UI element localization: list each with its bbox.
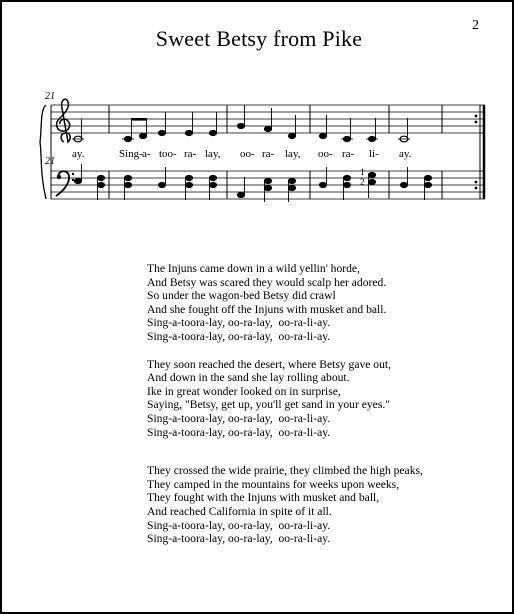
note [185, 175, 192, 180]
verse-line: Sing-a-toora-lay, oo-ra-lay, oo-ra-li-ay. [147, 518, 331, 532]
verse-line: And Betsy was scared they would scalp her adored. [147, 275, 387, 289]
note [400, 182, 407, 187]
verse-3 [147, 464, 423, 546]
lyric-syllable: ay. [399, 148, 412, 160]
verse-line: And she fought off the Injuns with musket and ball. [147, 302, 387, 316]
system-brace [40, 105, 46, 199]
music-score [2, 2, 512, 222]
note [97, 182, 104, 187]
note [158, 130, 165, 135]
note [288, 178, 295, 183]
note [343, 175, 350, 180]
note [74, 178, 81, 183]
note [158, 182, 165, 187]
note [237, 123, 244, 128]
note [343, 182, 350, 187]
lyric-syllable: oo- [240, 148, 255, 160]
verse-line: Sing-a-toora-lay, oo-ra-lay, oo-ra-li-ay. [147, 329, 331, 343]
measure-number-treble: 21 [45, 91, 55, 102]
song-title: Sweet Betsy from Pike [155, 26, 363, 51]
verse-line: They crossed the wide prairie, they climbed the high peaks, [147, 464, 423, 478]
note [319, 182, 326, 187]
note [424, 182, 431, 187]
note [209, 130, 216, 135]
note [209, 182, 216, 187]
verse-1 [147, 262, 423, 344]
lyrics-verses [147, 262, 423, 546]
note [264, 178, 271, 183]
verse-line: Sing-a-toora-lay, oo-ra-lay, oo-ra-li-ay. [147, 425, 331, 439]
verse-line: So under the wagon-bed Betsy did crawl [147, 289, 336, 303]
lyric-syllable: li- [369, 148, 379, 160]
note [424, 175, 431, 180]
note [124, 182, 131, 187]
note [319, 133, 326, 138]
fingering-number: 2 [360, 177, 365, 187]
verse-line: The Injuns came down in a wild yellin' horde, [147, 262, 360, 275]
fingering-number: 1 [360, 167, 365, 177]
lyric-syllable: lay, [205, 148, 221, 160]
verse-line: Saying, "Betsy, get up, you'll get sand in your eyes." [147, 398, 390, 412]
lyric-syllable: lay, [285, 148, 301, 160]
lyric-syllable: oo- [318, 148, 333, 160]
treble-clef-icon [57, 99, 71, 142]
verse-line: Sing-a-toora-lay, oo-ra-lay, oo-ra-li-ay. [147, 316, 331, 330]
measure-number-bass: 21 [45, 156, 55, 167]
note [288, 133, 295, 138]
lyric-syllable: Sing- [119, 148, 143, 160]
bass-notes [74, 164, 431, 202]
lyric-syllable: ra- [184, 148, 197, 160]
lyrics-line [72, 148, 412, 160]
note [368, 172, 375, 177]
note [368, 179, 375, 184]
note [209, 175, 216, 180]
note [264, 185, 271, 190]
page-number: 2 [472, 18, 479, 33]
verse-line: They soon reached the desert, where Betsy gave out, [147, 357, 392, 371]
note [264, 126, 271, 131]
verse-line: And reached California in spite of it all. [147, 504, 332, 518]
verse-line: Ike in great wonder looked on in surprise, [147, 384, 341, 398]
lyric-syllable: a- [142, 148, 151, 160]
verse-line: They fought with the Injuns with musket and ball, [147, 491, 380, 505]
verse-line: They camped in the mountains for weeks upon weeks, [147, 477, 400, 491]
treble-notes [72, 105, 410, 142]
note [288, 185, 295, 190]
note [237, 192, 244, 197]
lyric-syllable: too- [159, 148, 177, 160]
verse-line: And down in the sand she lay rolling about. [147, 371, 350, 385]
lyric-syllable: ra- [342, 148, 355, 160]
note [139, 133, 146, 138]
verse-line: Sing-a-toora-lay, oo-ra-lay, oo-ra-li-ay. [147, 532, 331, 546]
note [124, 175, 131, 180]
note [185, 130, 192, 135]
note [185, 182, 192, 187]
lyric-syllable: ra- [262, 148, 275, 160]
lyric-syllable: ay. [72, 148, 85, 160]
note [97, 175, 104, 180]
verse-2 [147, 358, 423, 440]
verse-line: Sing-a-toora-lay, oo-ra-lay, oo-ra-li-ay. [147, 411, 331, 425]
